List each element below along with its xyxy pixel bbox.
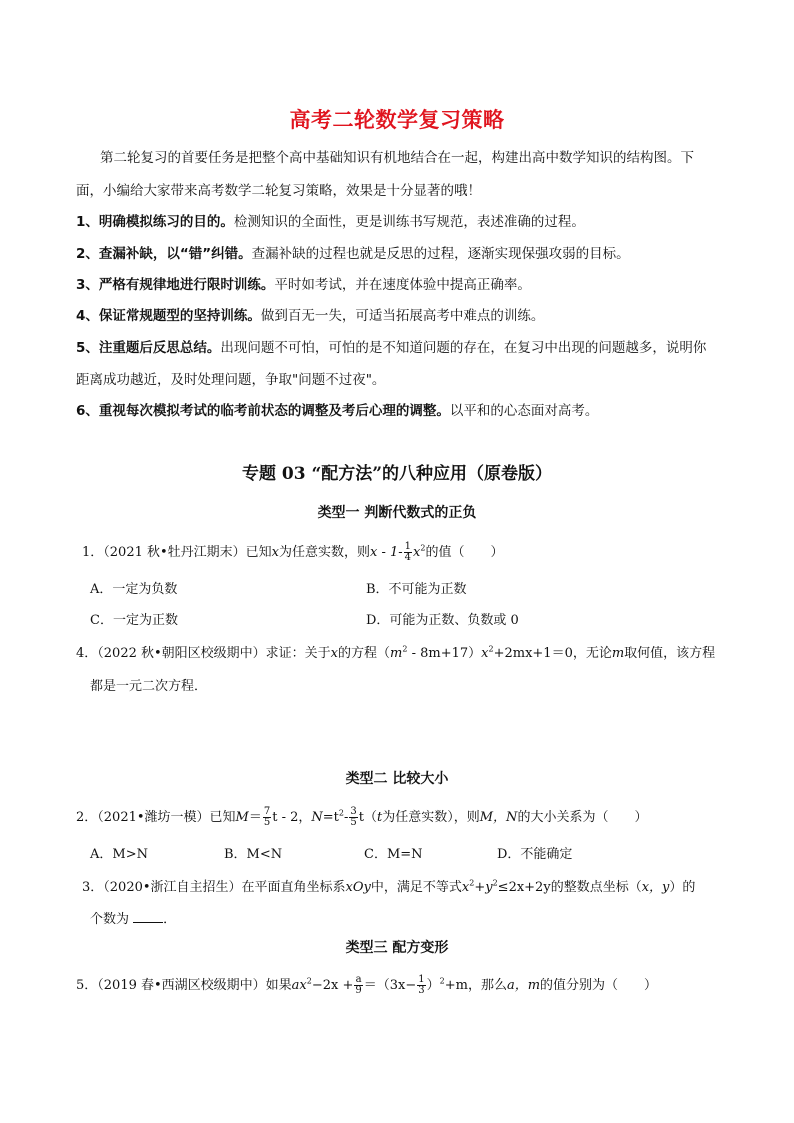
q1-source: 1．（2021 秋•牡丹江期末）已知 [82, 545, 272, 560]
q4-source: 4．（2022 秋•朝阳区校级期中）求证：关于 [76, 646, 331, 661]
section-title-2: 类型二 比较大小 [345, 771, 449, 787]
q5-frac1-num: a [355, 974, 362, 985]
q2-source: 2．（2021•潍坊一模）已知 [76, 810, 236, 825]
q2-text-d: t - 2， [272, 810, 312, 825]
rule-4-heading: 4、保证常规题型的坚持训练。 [76, 308, 261, 324]
q5-fraction-2 [417, 975, 425, 996]
q3-line2-period: ． [163, 912, 177, 927]
question-2: 2．（2021•潍坊一模）已知M＝ $\frac{7}{5}$ t - 2，$N=t^2-$ $\frac{3}{5}$ t（t为任意实数），则M，N的大小关系为（ ） [76, 806, 648, 828]
q4-text-b: 的方程（ [338, 646, 391, 661]
q5-source: 5．（2019 春•西湖区校级期中）如果 [76, 978, 292, 993]
intro-line-1: 第二轮复习的首要任务是把整个高中基础知识有机地结合在一起，构建出高中数学知识的结构图。下 [100, 150, 694, 166]
rule-2 [76, 242, 630, 262]
q4-var-x2: x [481, 646, 489, 661]
q4-text-g: 取何值，该方程 [624, 646, 716, 661]
q5-text-c: −2x + [311, 978, 354, 993]
q2-frac2-num: 3 [350, 806, 357, 817]
q3-text-c: 中，满足不等式 [370, 880, 462, 895]
q5-var-ax: ax [291, 978, 307, 993]
q5-frac1-den: 9 [355, 985, 362, 996]
q2-text-j: 为任意实数），则 [382, 810, 480, 825]
topic-title: 专题 03 “配方法”的八种应用（原卷版） [241, 464, 553, 484]
q3-var-x: x [461, 880, 470, 895]
q3-vars-xy: x，y [641, 880, 670, 895]
q1-frac-den: 4 [404, 552, 412, 563]
question-4-line-2: 都是一元二次方程． [90, 679, 208, 694]
q4-text-d: - 8m+17） [407, 646, 482, 661]
q5-text-h: 的值分别为（ ） [540, 978, 658, 993]
q1-expr-b: x [413, 545, 421, 560]
question-3-line-2 [90, 908, 176, 927]
q3-line2-text: 个数为 [90, 912, 130, 927]
q2-option-b: B．M<N [224, 847, 283, 862]
rule-5-text: 出现问题不可怕，可怕的是不知道问题的存在，在复习中出现的问题越多，说明你 [220, 340, 707, 356]
q2-minus: - [343, 810, 349, 825]
q2-text-l: 的大小关系为（ ） [517, 810, 648, 825]
rule-2-heading: 2、查漏补缺，以“错”纠错。 [76, 246, 252, 262]
q4-text-f: +2mx+1＝0，无论 [493, 646, 612, 661]
rule-3-text: 平时如考试，并在速度体验中提高正确率。 [274, 277, 531, 293]
q2-frac1-den: 5 [263, 817, 271, 828]
rule-3-heading: 3、严格有规律地进行限时训练。 [76, 277, 275, 293]
question-1: 1．（2021 秋•牡丹江期末）已知x为任意实数，则x - 1- $\frac{1}{4}$ $x^2$的值（ ） [82, 541, 504, 563]
q5-text-d: ＝（3x− [363, 978, 417, 993]
q2-vars-mn: M，N [479, 810, 518, 825]
q1-option-c: C．一定为正数 [90, 613, 178, 628]
q2-fraction-1 [263, 807, 271, 828]
rule-6 [76, 399, 598, 419]
q5-vars-am: a，m [506, 978, 541, 993]
rule-1-heading: 1、明确模拟练习的目的。 [76, 214, 234, 230]
q3-text-i: ）的 [669, 880, 696, 895]
rule-4 [76, 304, 544, 324]
q2-var-n: N [311, 810, 323, 825]
q2-option-c: C．M=N [364, 847, 423, 862]
rule-3 [76, 273, 531, 293]
question-5: 5．（2019 春•西湖区校级期中）如果$ax^2-2x$ + $\frac{a}{9}$ ＝（3x− $\frac{1}{3}$ ）$^2$+m，那么a，m的值分别为（ ） [76, 974, 658, 996]
q2-text-f: =t [322, 810, 339, 825]
q2-eq: ＝ [248, 810, 262, 825]
q1-var: x [271, 545, 279, 560]
q3-inequality: ≤2x+2y [497, 880, 551, 895]
q3-coord-system: xOy [345, 880, 371, 895]
q2-text-h: t（ [358, 810, 377, 825]
q4-var-m2: m [611, 646, 625, 661]
q5-fraction-1 [354, 975, 362, 996]
q1-frac-num: 1 [404, 541, 412, 552]
q2-fraction-2 [349, 807, 357, 828]
q3-var-y: +y [474, 880, 493, 895]
rule-5-heading: 5、注重题后反思总结。 [76, 340, 221, 356]
section-title-3: 类型三 配方变形 [345, 940, 449, 956]
question-4: 4．（2022 秋•朝阳区校级期中）求证：关于x的方程$(m^2 - 8m+17)x^2+2mx+1=0$，无论m取何值，该方程 [76, 644, 716, 661]
q4-var-m: m [390, 646, 403, 661]
rule-1 [76, 210, 585, 230]
q1-mid: 为任意实数，则 [279, 545, 371, 560]
rule-5 [76, 336, 706, 356]
rule-6-heading: 6、重视每次模拟考试的临考前状态的调整及考后心理的调整。 [76, 403, 450, 419]
q2-option-d: D．不能确定 [497, 847, 573, 862]
q1-fraction [404, 542, 412, 563]
q5-frac2-den: 3 [418, 985, 425, 996]
rule-4-text: 做到百无一失，可适当拓展高考中难点的训练。 [260, 308, 545, 324]
q5-text-e: ） [426, 978, 440, 993]
rule-2-text: 查漏补缺的过程也就是反思的过程，逐渐实现保强攻弱的目标。 [251, 246, 630, 262]
page-title: 高考二轮数学复习策略 [289, 108, 505, 132]
q2-option-a: A．M>N [90, 847, 148, 862]
q3-source: 3．（2020•浙江自主招生）在平面直角坐标系 [82, 880, 346, 895]
q1-option-a: A．一定为负数 [90, 582, 178, 597]
q4-var-x: x [330, 646, 338, 661]
intro-line-2: 面，小编给大家带来高考数学二轮复习策略，效果是十分显著的哦！ [76, 183, 481, 199]
q5-frac2-num: 1 [418, 974, 425, 985]
q3-text-g: 的整数点坐标（ [550, 880, 642, 895]
q1-option-b: B．不可能为正数 [366, 582, 467, 597]
q1-suffix: 的值（ ） [425, 545, 504, 560]
q1-option-d: D．可能为正数、负数或 0 [366, 613, 519, 628]
q2-var-t: t [377, 810, 383, 825]
q5-text-f: +m，那么 [444, 978, 507, 993]
q2-var-m: M [235, 810, 249, 825]
q2-frac1-num: 7 [263, 806, 271, 817]
q1-expr-a: x - 1- [370, 545, 403, 560]
answer-blank [133, 910, 163, 923]
section-title-1: 类型一 判断代数式的正负 [317, 505, 477, 521]
question-3: 3．（2020•浙江自主招生）在平面直角坐标系xOy中，满足不等式$x^2+y^2\le 2x+2y$的整数点坐标（x，y）的 [82, 878, 696, 895]
rule-1-text: 检测知识的全面性，更是训练书写规范，表述准确的过程。 [233, 214, 585, 230]
rule-6-text: 以平和的心态面对高考。 [449, 403, 599, 419]
q2-frac2-den: 5 [350, 817, 357, 828]
rule-5-continued: 距离成功越近，及时处理问题，争取"问题不过夜"。 [76, 372, 386, 388]
